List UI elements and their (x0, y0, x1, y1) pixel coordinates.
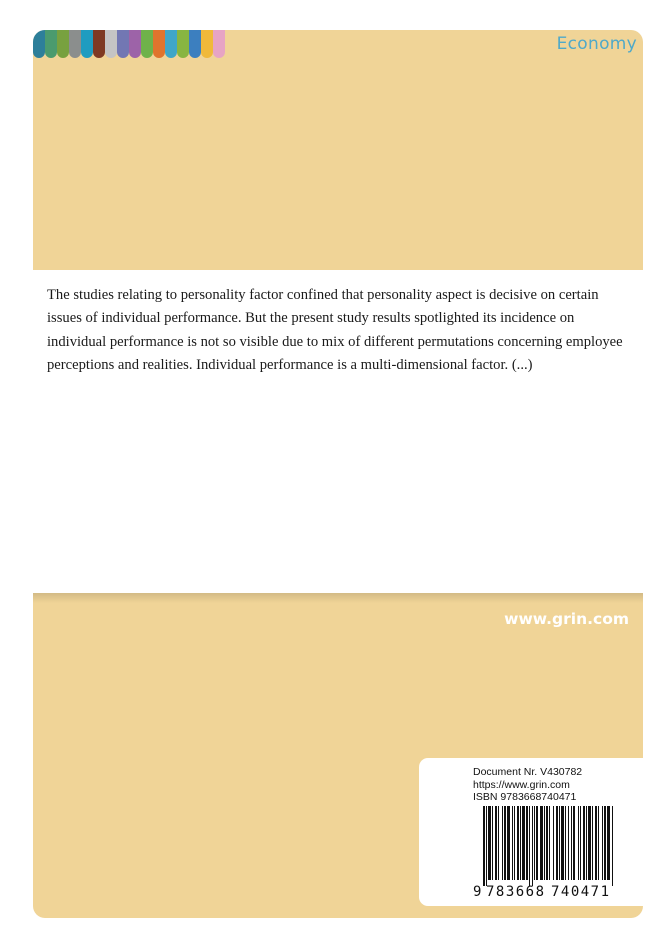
color-stripe (177, 30, 189, 58)
color-stripe (117, 30, 129, 58)
isbn-number: ISBN 9783668740471 (473, 791, 577, 803)
category-label: Economy (556, 34, 637, 54)
barcode-digits-left: 783668 (486, 884, 544, 898)
barcode-digit-lead: 9 (473, 884, 482, 898)
barcode-bar (514, 806, 515, 880)
color-stripe (213, 30, 225, 58)
barcode-bar (517, 806, 519, 880)
barcode-bar (544, 806, 545, 880)
barcode-bar (488, 806, 491, 880)
band-shadow (33, 593, 643, 603)
barcode-bar (588, 806, 591, 880)
isbn-barcode (469, 806, 619, 898)
barcode-bar (526, 806, 528, 880)
barcode-bar (502, 806, 503, 880)
barcode-bar (546, 806, 548, 880)
top-color-panel (33, 30, 643, 270)
barcode-bar (486, 806, 487, 886)
color-stripe (129, 30, 141, 58)
isbn-box (419, 758, 643, 906)
color-stripe (165, 30, 177, 58)
barcode-bar (561, 806, 564, 880)
barcode-bar (607, 806, 610, 880)
barcode-digits-right: 740471 (551, 884, 609, 898)
barcode-bar (565, 806, 566, 880)
barcode-bar (495, 806, 497, 880)
barcode-bar (534, 806, 535, 880)
barcode-bar (540, 806, 543, 880)
color-stripe (69, 30, 81, 58)
barcode-bar (522, 806, 525, 880)
book-back-cover (33, 30, 643, 918)
color-stripe (45, 30, 57, 58)
document-url: https://www.grin.com (473, 778, 570, 791)
barcode-bar (549, 806, 550, 880)
color-stripe (189, 30, 201, 58)
barcode-bar (578, 806, 579, 880)
barcode-bar (529, 806, 530, 886)
barcode-bar (536, 806, 538, 880)
barcode-graphic (469, 806, 619, 898)
barcode-bar (598, 806, 599, 880)
barcode-bar (583, 806, 585, 880)
barcode-bar (553, 806, 554, 880)
barcode-bar (483, 806, 485, 886)
color-stripe-bar (33, 30, 225, 58)
color-stripe (57, 30, 69, 58)
barcode-bar (595, 806, 597, 880)
barcode-bar (520, 806, 521, 880)
barcode-bar (612, 806, 613, 886)
abstract-text: The studies relating to personality factor confined that personality aspect is decisive on certain issues of individual performance. But the present study results spotlighted its incidence on individual performance is not so visible due to mix of different permutations concerning employee perceptions and realities. Individual performance is a multi-dimensional factor. (...) (47, 287, 623, 373)
barcode-bar (556, 806, 558, 880)
barcode-bar (592, 806, 593, 880)
barcode-bar (507, 806, 510, 880)
barcode-bar (602, 806, 603, 880)
barcode-bar (532, 806, 533, 886)
barcode-bar (568, 806, 569, 880)
barcode-bar (586, 806, 587, 880)
color-stripe (93, 30, 105, 58)
barcode-bar (504, 806, 506, 880)
barcode-bar (492, 806, 493, 880)
color-stripe (141, 30, 153, 58)
document-info (473, 766, 582, 804)
barcode-bar (512, 806, 513, 880)
barcode-bar (571, 806, 572, 880)
barcode-bar (573, 806, 575, 880)
publisher-website: www.grin.com (504, 610, 629, 628)
barcode-bar (580, 806, 581, 880)
color-stripe (81, 30, 93, 58)
color-stripe (33, 30, 45, 58)
barcode-bar (604, 806, 606, 880)
color-stripe (153, 30, 165, 58)
barcode-bar (559, 806, 560, 880)
barcode-bar (498, 806, 499, 880)
color-stripe (201, 30, 213, 58)
document-number: Document Nr. V430782 (473, 766, 583, 778)
color-stripe (105, 30, 117, 58)
